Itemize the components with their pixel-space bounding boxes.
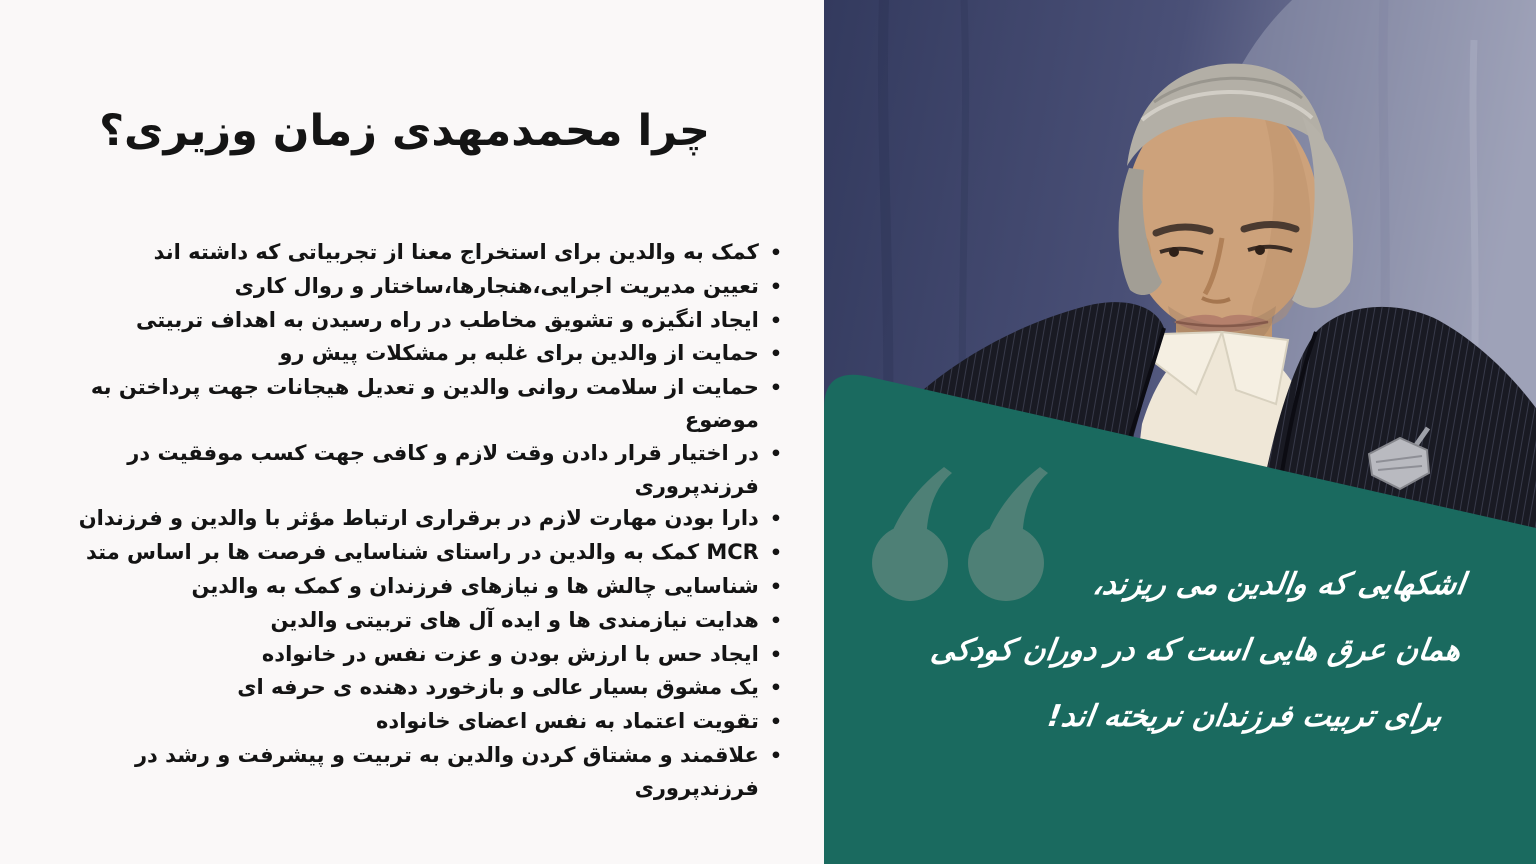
bullet-text: کمک به والدین برای استخراج معنا از تجربیاتی که داشته اند	[153, 240, 759, 264]
bullet-item	[18, 671, 782, 705]
bullet-dot: •	[769, 377, 782, 400]
bullet-text: ایجاد انگیزه و تشویق مخاطب در راه رسیدن به اهداف تربیتی	[135, 307, 759, 332]
slide-title: چرا محمدمهدی زمان وزیری؟	[99, 106, 710, 156]
quote-line: اشکهایی که والدین می ریزند،	[1090, 567, 1468, 602]
bullet-item	[18, 705, 782, 739]
bullet-item	[18, 304, 782, 338]
bullet-dot: •	[769, 242, 782, 264]
bullet-text: هدایت نیازمندی ها و ایده آل های تربیتی والدین	[270, 607, 759, 632]
bullet-item	[18, 739, 782, 805]
bullet-dot: •	[769, 677, 782, 700]
bullet-dot: •	[769, 442, 782, 465]
bullet-text: یک مشوق بسیار عالی و بازخورد دهنده ی حرفه ای	[237, 675, 759, 700]
bullet-text: MCR کمک به والدین در راستای شناسایی فرصت ها بر اساس متد	[86, 540, 759, 565]
bullet-item	[18, 502, 782, 536]
bullet-text: ایجاد حس با ارزش بودن و عزت نفس در خانواده	[261, 641, 759, 666]
quote-text	[824, 552, 1536, 750]
bullet-dot: •	[769, 711, 782, 734]
bullet-item	[18, 337, 782, 371]
bullet-dot: •	[769, 343, 782, 366]
bullet-item	[18, 604, 782, 638]
bullet-item	[18, 270, 782, 304]
bullet-text: تعیین مدیریت اجرایی،هنجارها،ساختار و روال کاری	[234, 273, 759, 298]
bullet-text: حمایت از والدین برای غلبه بر مشکلات پیش رو	[279, 341, 759, 366]
bullet-list	[0, 236, 824, 805]
bullet-dot: •	[769, 744, 782, 767]
bullet-item	[18, 437, 782, 503]
quote-line: همان عرق هایی است که در دوران کودکی	[928, 633, 1464, 668]
bullet-dot: •	[769, 575, 782, 598]
bullet-dot: •	[769, 609, 782, 632]
bullet-text: حمایت از سلامت روانی والدین و تعدیل هیجانات جهت پرداختن به موضوع	[90, 375, 759, 432]
bullet-text: دارا بودن مهارت لازم در برقراری ارتباط مؤثر با والدین و فرزندان	[78, 506, 759, 531]
bullet-text: شناسایی چالش ها و نیازهای فرزندان و کمک به والدین	[191, 573, 759, 598]
bullet-dot: •	[769, 508, 782, 531]
bullet-item	[18, 236, 782, 270]
bullet-dot: •	[769, 643, 782, 666]
bullet-dot: •	[769, 542, 782, 565]
bullet-item	[18, 638, 782, 672]
bullet-item	[18, 536, 782, 570]
bullet-text: در اختیار قرار دادن وقت لازم و کافی جهت کسب موفقیت در فرزندپروری	[127, 440, 759, 498]
quote-line: برای تربیت فرزندان نریخته اند!	[1045, 699, 1445, 734]
bullet-item	[18, 371, 782, 437]
photo-quote-panel	[824, 0, 1536, 864]
bullet-item	[18, 570, 782, 604]
bullet-text: تقویت اعتماد به نفس اعضای خانواده	[376, 709, 759, 734]
bullet-dot: •	[769, 275, 782, 298]
bullet-dot: •	[769, 309, 782, 332]
bullet-text: علاقمند و مشتاق کردن والدین به تربیت و پیشرفت و رشد در فرزندپروری	[134, 742, 759, 800]
